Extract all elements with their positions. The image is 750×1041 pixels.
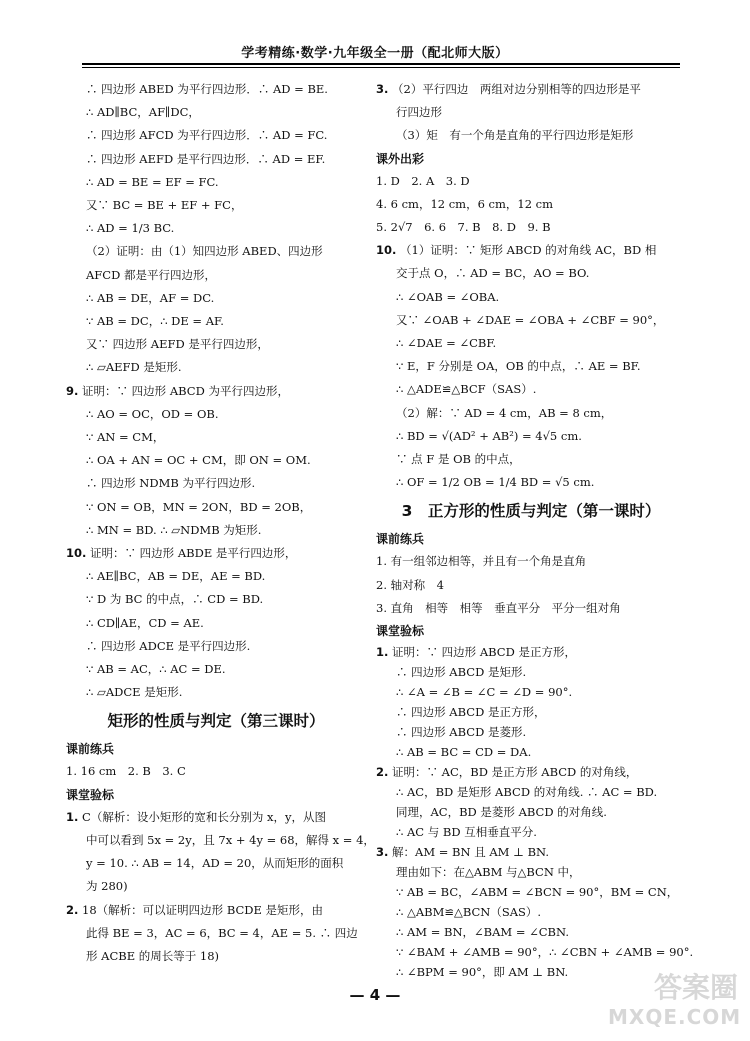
text-line: ∴ MN = BD. ∴ ▱NDMB 为矩形. [86,522,262,537]
text-line: 18（解析：可以证明四边形 BCDE 是矩形，由 [82,902,324,917]
answer-line: 2. 轴对称 4 [376,577,444,592]
text-line: 证明：∵ 四边形 ABCD 为平行四边形， [82,383,289,398]
text-line: ∵ AB = DC，∴ DE = AF. [86,314,224,329]
section-title: 矩形的性质与判定（第三课时） [107,712,325,731]
text-line: 证明：∵ 四边形 ABDE 是平行四边形， [90,546,297,561]
watermark-text: 答案圈 [653,971,738,1004]
text-line: ∴ AC，BD 是矩形 ABCD 的对角线. ∴ AC = BD. [396,785,658,800]
text-line: ∴ 四边形 ABCD 是菱形. [396,725,527,740]
question-number: 10. [376,243,397,258]
text-line: ∴ AC 与 BD 互相垂直平分. [396,825,537,840]
question-10-right [376,239,686,494]
watermark-url: MXQE.COM [608,1005,742,1029]
text-line: ∴ 四边形 ADCE 是平行四边形. [86,638,251,653]
text-line: 又∵ 四边形 AEFD 是平行四边形， [86,337,269,352]
text-line: ∴ BD = √(AD² + AB²) = 4√5 cm. [396,428,582,443]
text-line: ∴ 四边形 NDMB 为平行四边形. [86,476,256,491]
text-line: y = 10. ∴ AB = 14，AD = 20，从而矩形的面积 [86,856,344,871]
subsection-label: 课前练兵 [66,742,115,757]
class-question-3-right [376,842,694,982]
text-line: 此得 BE = 3，AC = 6，BC = 4，AE = 5. ∴ 四边 [86,925,358,940]
text-line: 理由如下：在△ABM 与△BCN 中， [396,865,581,880]
question-number: 1. [376,645,389,660]
text-line: ∴ ∠A = ∠B = ∠C = ∠D = 90°. [396,685,573,700]
class-question-2-right [376,762,686,842]
text-line: ∴ ∠BPM = 90°，即 AM ⊥ BN. [396,965,569,980]
text-line: ∵ 点 F 是 OB 的中点， [396,452,521,467]
text-line: 交于点 O，∴ AD = BC，AO = BO. [396,266,590,281]
subsection-label: 课堂验标 [376,624,425,639]
answer-line: 1. 有一组邻边相等，并且有一个角是直角 [376,554,587,569]
answer-line: 3. 直角 相等 相等 垂直平分 平分一组对角 [376,600,621,615]
text-line: ∴ 四边形 ABED 为平行四边形．∴ AD = BE. [86,82,328,96]
text-line: ∵ AB = BC，∠ABM = ∠BCN = 90°，BM = CN， [396,885,679,900]
text-line: ∴ AD∥BC，AF∥DC， [86,105,200,120]
question-number: 3. [376,845,389,860]
answer-line: 4. 6 cm，12 cm，6 cm，12 cm [376,196,554,211]
header-rule [82,63,680,65]
text-line: ∴ ▱ADCE 是矩形. [86,685,183,700]
class-question-1 [66,806,375,899]
question-3 [376,78,686,148]
question-9 [66,380,366,542]
question-number: 10. [66,546,87,561]
question-number: 3. [376,82,389,96]
text-line: ∴ AM = BN，∠BAM = ∠CBN. [396,925,569,940]
text-line: ∵ AN = CM， [86,430,165,445]
text-line: 行四边形 [396,105,442,120]
subsection-label: 课外出彩 [376,151,425,166]
class-question-1-right [376,642,686,762]
answer-line: 1. D 2. A 3. D [376,173,470,188]
left-column [66,78,375,968]
text-line: AFCD 都是平行四边形， [86,267,216,282]
text-line: （1）证明：∵ 矩形 ABCD 的对角线 AC，BD 相 [400,243,657,258]
text-line: （3）矩 有一个角是直角的平行四边形是矩形 [396,128,634,143]
text-line: ∴ 四边形 ABCD 是矩形. [396,665,527,680]
text-line: ∴ 四边形 AFCD 为平行四边形．∴ AD = FC. [86,128,328,143]
text-line: ∵ ∠BAM + ∠AMB = 90°，∴ ∠CBN + ∠AMB = 90°. [396,945,694,960]
text-line: ∴ 四边形 AEFD 是平行四边形．∴ AD = EF. [86,151,326,166]
answer-line: 1. 16 cm 2. B 3. C [66,764,186,779]
text-line: ∴ 四边形 ABCD 是正方形， [396,705,546,720]
answer-line: 5. 2√7 6. 6 7. B 8. D 9. B [376,220,551,235]
text-line: 中可以看到 5x = 2y，且 7x + 4y = 68，解得 x = 4， [86,832,375,847]
text-line: ∴ AD = 1/3 BC. [86,221,175,236]
text-line: ∴ OA + AN = OC + CM，即 ON = OM. [86,453,311,468]
text-line: ∴ ▱AEFD 是矩形. [86,360,182,375]
text-line: （2）解：∵ AD = 4 cm，AB = 8 cm， [396,405,613,420]
text-line: ∴ AD = BE = EF = FC. [86,174,219,189]
question-number: 2. [376,765,389,780]
page-number: — 4 — [349,986,401,1004]
right-column [376,78,694,982]
header-rule-thin [82,67,680,68]
text-line: ∴ △ABM≌△BCN（SAS）. [396,905,542,920]
text-line: 为 280) [86,879,128,894]
text-line: ∴ AO = OC，OD = OB. [86,406,219,421]
question-10 [66,542,366,704]
text-line: 又∵ ∠OAB + ∠DAE = ∠OBA + ∠CBF = 90°， [396,312,665,327]
text-line: ∵ D 为 BC 的中点，∴ CD = BD. [86,592,264,607]
page-header-title: 学考精练·数学·九年级全一册（配北师大版） [241,46,509,61]
text-line: ∵ E，F 分别是 OA，OB 的中点，∴ AE = BF. [396,359,641,374]
text-line: （2）平行四边 两组对边分别相等的四边形是平 [392,82,641,96]
subsection-label: 课堂验标 [66,787,115,802]
text-line: 证明：∵ AC，BD 是正方形 ABCD 的对角线， [392,765,638,780]
watermark-logo [608,971,742,1033]
text-line: ∵ AB = AC，∴ AC = DE. [86,662,226,677]
question-number: 9. [66,383,79,398]
text-line: 证明：∵ 四边形 ABCD 是正方形， [392,645,576,660]
text-line: 同理，AC，BD 是菱形 ABCD 的对角线. [396,805,607,820]
text-line: ∵ ON = OB，MN = 2ON，BD = 2OB， [86,499,312,514]
text-line: C（解析：设小矩形的宽和长分别为 x，y，从图 [82,809,326,824]
subsection-label: 课前练兵 [376,532,425,547]
question-number: 2. [66,902,79,917]
text-line: 又∵ BC = BE + EF + FC， [86,198,243,213]
text-line: （2）证明：由（1）知四边形 ABED、四边形 [86,244,323,259]
text-line: ∴ AB = BC = CD = DA. [396,745,532,760]
text-line: ∴ ∠DAE = ∠CBF. [396,336,497,351]
question-number: 1. [66,809,79,824]
text-line: ∴ CD∥AE，CD = AE. [86,615,204,630]
text-line: 解：AM = BN 且 AM ⊥ BN. [392,845,550,860]
text-line: ∴ △ADE≌△BCF（SAS）. [396,382,537,397]
text-line: 形 ACBE 的周长等于 18) [86,948,220,963]
text-line: ∴ AB = DE，AF = DC. [86,290,215,305]
text-line: ∴ AE∥BC，AB = DE，AE = BD. [86,569,266,584]
text-line: ∴ ∠OAB = ∠OBA. [396,289,500,304]
proof-continuation [66,78,366,380]
section-title: 3 正方形的性质与判定（第一课时） [401,502,661,521]
text-line: ∴ OF = 1/2 OB = 1/4 BD = √5 cm. [396,475,595,490]
class-question-2 [66,899,366,969]
